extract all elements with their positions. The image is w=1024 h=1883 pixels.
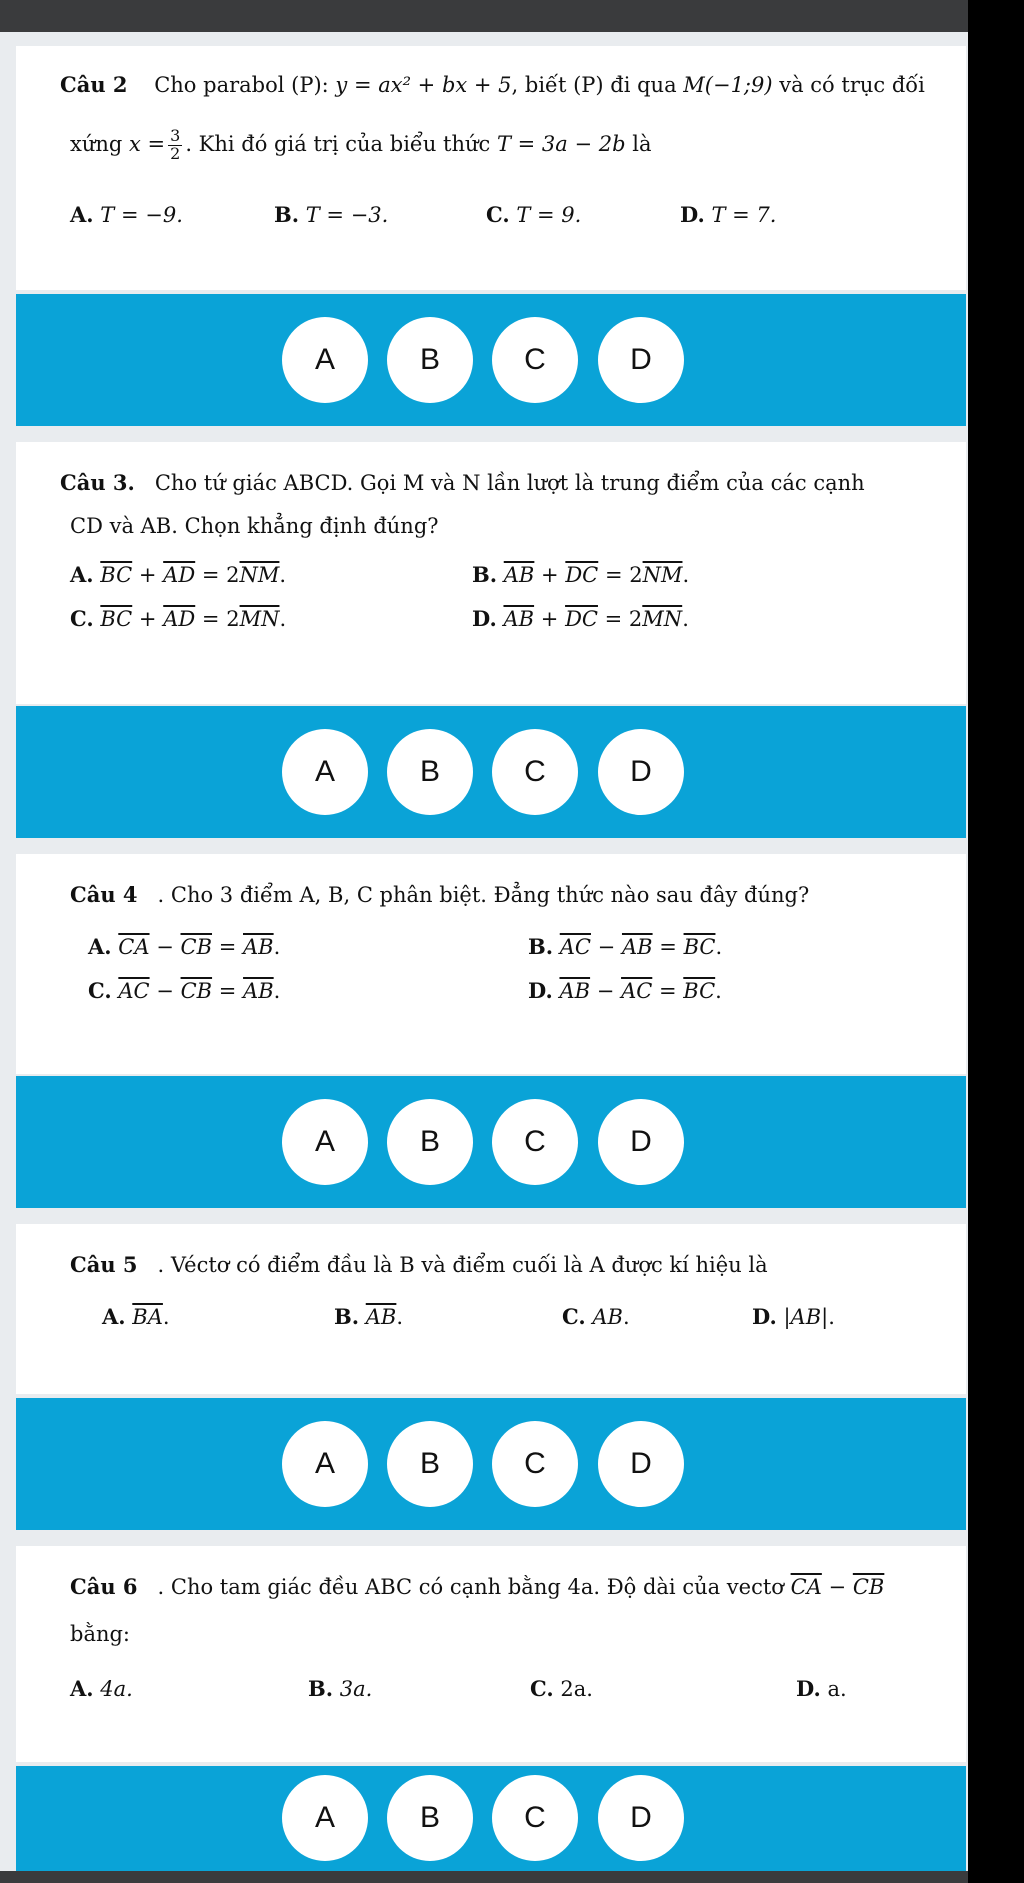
punct: . <box>273 935 281 959</box>
option-text: a. <box>827 1677 847 1701</box>
option-b <box>308 1676 372 1701</box>
vector: $\overline{AB}$ <box>243 979 274 1003</box>
vector: $\overline{NM}$ <box>642 563 683 587</box>
vector: $\overline{BA}$ <box>132 1305 163 1329</box>
answer-button-b[interactable]: B <box>387 1099 473 1185</box>
option-a <box>70 562 286 587</box>
punct: . <box>273 979 281 1003</box>
option-label: A. <box>70 562 94 587</box>
option-b <box>274 202 388 227</box>
fraction <box>168 128 182 163</box>
question-3-line-1 <box>60 470 865 495</box>
question-2-line-1 <box>60 72 925 97</box>
answer-band-6 <box>16 1766 966 1871</box>
vector: $\overline{CB}$ <box>180 979 213 1003</box>
option-label: B. <box>472 562 498 587</box>
question-card-5 <box>16 1224 966 1394</box>
option-b <box>472 562 689 587</box>
option-text: T = −9. <box>100 203 183 227</box>
punct: . <box>622 1305 630 1329</box>
answer-band-5 <box>16 1398 966 1530</box>
question-card-4 <box>16 854 966 1074</box>
segment: AB <box>592 1305 623 1329</box>
option-d <box>680 202 776 227</box>
operator: + <box>540 607 559 631</box>
punct: . <box>279 563 287 587</box>
vector: $\overline{CA}$ <box>790 1575 822 1599</box>
answer-button-d[interactable]: D <box>598 1099 684 1185</box>
vector: $\overline{AB}$ <box>559 979 591 1003</box>
question-text: . Véctơ có điểm đầu là B và điểm cuối là A được kí hiệu là <box>150 1253 768 1277</box>
question-6-line-1 <box>70 1574 884 1599</box>
bottom-bar <box>0 1871 968 1883</box>
operator: − <box>596 979 615 1003</box>
answer-button-d[interactable]: D <box>598 1775 684 1861</box>
option-label: D. <box>472 606 497 631</box>
equals: = 2 <box>201 563 240 587</box>
question-text: và có trục đối <box>772 73 925 97</box>
vector: $\overline{AC}$ <box>621 979 653 1003</box>
option-label: B. <box>528 934 554 959</box>
option-label: C. <box>70 606 94 631</box>
vector: $\overline{MN}$ <box>642 607 683 631</box>
option-text: 4a. <box>100 1677 133 1701</box>
operator: + <box>138 607 157 631</box>
option-label: B. <box>274 202 300 227</box>
vector: $\overline{BC}$ <box>683 979 716 1003</box>
vector: $\overline{AB}$ <box>243 935 274 959</box>
option-label: C. <box>530 1676 554 1701</box>
vector: $\overline{AC}$ <box>118 979 150 1003</box>
answer-button-c[interactable]: C <box>492 1099 578 1185</box>
question-5-line-1 <box>70 1252 768 1277</box>
answer-button-c[interactable]: C <box>492 729 578 815</box>
question-text: bằng: <box>70 1622 131 1646</box>
equals: = 2 <box>604 563 643 587</box>
expression: T = 3a − 2b <box>496 131 626 156</box>
question-card-6 <box>16 1546 966 1762</box>
vector: $\overline{CA}$ <box>118 935 150 959</box>
answer-button-d[interactable]: D <box>598 317 684 403</box>
question-card-3 <box>16 442 966 704</box>
option-label: A. <box>70 202 94 227</box>
vector: $\overline{DC}$ <box>565 607 598 631</box>
question-title: Câu 3. <box>60 470 135 495</box>
punct: . <box>279 607 287 631</box>
option-label: B. <box>334 1304 360 1329</box>
equals: = 2 <box>201 607 240 631</box>
option-d <box>472 606 689 631</box>
question-title: Câu 5 <box>70 1252 138 1277</box>
equals: = <box>658 979 677 1003</box>
vector: $\overline{AB}$ <box>365 1305 397 1329</box>
vector: $\overline{BC}$ <box>100 563 133 587</box>
option-a <box>70 1676 133 1701</box>
option-b <box>528 934 722 959</box>
question-6-line-2 <box>70 1622 130 1646</box>
answer-button-c[interactable]: C <box>492 1421 578 1507</box>
option-label: D. <box>528 978 553 1003</box>
option-d <box>528 978 722 1003</box>
vector-magnitude: |AB| <box>783 1305 829 1329</box>
option-b <box>334 1304 403 1329</box>
question-text: , biết (P) đi qua <box>511 73 684 97</box>
fraction-numerator: 3 <box>170 126 181 145</box>
question-text: . Khi đó giá trị của biểu thức <box>185 131 497 156</box>
equation: x = <box>129 131 166 156</box>
vector: $\overline{NM}$ <box>239 563 280 587</box>
question-title: Câu 4 <box>70 882 138 907</box>
vector: $\overline{CB}$ <box>852 1575 885 1599</box>
equals: = <box>218 979 237 1003</box>
vector: $\overline{AD}$ <box>163 563 196 587</box>
option-label: C. <box>88 978 112 1003</box>
option-a <box>70 202 183 227</box>
option-text: T = −3. <box>305 203 389 227</box>
vector: $\overline{AB}$ <box>503 563 535 587</box>
punct: . <box>682 607 689 631</box>
option-c <box>486 202 581 227</box>
equals: = <box>659 935 677 959</box>
option-c <box>70 606 286 631</box>
answer-button-a[interactable]: A <box>282 729 368 815</box>
option-a <box>102 1304 170 1329</box>
answer-button-b[interactable]: B <box>387 729 473 815</box>
vector: $\overline{AB}$ <box>503 607 535 631</box>
answer-button-d[interactable]: D <box>598 729 684 815</box>
question-text: CD và AB. Chọn khẳng định đúng? <box>70 514 439 538</box>
question-card-2 <box>16 46 966 290</box>
vector: $\overline{AD}$ <box>163 607 196 631</box>
question-title: Câu 2 <box>60 72 128 97</box>
answer-button-a[interactable]: A <box>282 1775 368 1861</box>
question-title: Câu 6 <box>70 1574 138 1599</box>
question-text: Cho tứ giác ABCD. Gọi M và N lần lượt là trung điểm của các cạnh <box>154 471 865 495</box>
option-a <box>88 934 280 959</box>
operator: − <box>828 1575 847 1599</box>
option-label: C. <box>486 202 510 227</box>
punct: . <box>162 1305 170 1329</box>
vector: $\overline{AC}$ <box>559 935 591 959</box>
punct: . <box>828 1305 835 1329</box>
option-d <box>752 1304 835 1329</box>
operator: − <box>156 935 174 959</box>
equals: = 2 <box>604 607 643 631</box>
option-label: D. <box>752 1304 777 1329</box>
vector: $\overline{MN}$ <box>239 607 280 631</box>
punct: . <box>715 979 722 1003</box>
question-2-line-2 <box>70 128 651 163</box>
question-text: xứng <box>70 131 130 156</box>
option-text: T = 7. <box>711 203 777 227</box>
answer-band-3 <box>16 706 966 838</box>
answer-button-d[interactable]: D <box>598 1421 684 1507</box>
option-label: A. <box>102 1304 126 1329</box>
option-text: 3a. <box>339 1677 373 1701</box>
punct: . <box>682 563 690 587</box>
question-text: là <box>625 131 652 156</box>
question-text: . Cho 3 điểm A, B, C phân biệt. Đẳng thức nào sau đây đúng? <box>150 883 810 907</box>
vector: $\overline{DC}$ <box>565 563 599 587</box>
answer-button-c[interactable]: C <box>492 317 578 403</box>
answer-band-4 <box>16 1076 966 1208</box>
answer-button-c[interactable]: C <box>492 1775 578 1861</box>
equation: y = ax² + bx + 5 <box>335 73 512 97</box>
option-text: 2a. <box>560 1677 593 1701</box>
answer-button-b[interactable]: B <box>387 1775 473 1861</box>
operator: + <box>541 563 559 587</box>
top-status-bar <box>0 0 968 32</box>
fraction-denominator: 2 <box>170 143 181 163</box>
vector: $\overline{BC}$ <box>100 607 133 631</box>
vector: $\overline{AB}$ <box>621 935 653 959</box>
point: M(−1;9) <box>683 73 773 97</box>
answer-button-a[interactable]: A <box>282 1421 368 1507</box>
option-c <box>562 1304 630 1329</box>
option-label: A. <box>70 1676 94 1701</box>
option-c <box>88 978 280 1003</box>
option-label: D. <box>796 1676 821 1701</box>
vector: $\overline{BC}$ <box>683 935 716 959</box>
operator: + <box>138 563 157 587</box>
answer-band-2 <box>16 294 966 426</box>
question-text: . Cho tam giác đều ABC có cạnh bằng 4a. Độ dài của vectơ <box>150 1575 791 1599</box>
right-edge-strip <box>968 0 1024 1883</box>
punct: . <box>715 935 723 959</box>
question-3-line-2 <box>70 514 439 538</box>
answer-button-a[interactable]: A <box>282 1099 368 1185</box>
question-text: Cho parabol (P): <box>154 73 336 97</box>
operator: − <box>597 935 616 959</box>
answer-button-b[interactable]: B <box>387 317 473 403</box>
option-text: T = 9. <box>516 203 582 227</box>
punct: . <box>396 1305 404 1329</box>
option-label: D. <box>680 202 705 227</box>
operator: − <box>156 979 174 1003</box>
option-d <box>796 1676 847 1701</box>
equals: = <box>218 935 237 959</box>
option-label: C. <box>562 1304 586 1329</box>
vector: $\overline{CB}$ <box>180 935 213 959</box>
option-c <box>530 1676 593 1701</box>
question-4-line-1 <box>70 882 809 907</box>
answer-button-b[interactable]: B <box>387 1421 473 1507</box>
option-label: A. <box>88 934 112 959</box>
answer-button-a[interactable]: A <box>282 317 368 403</box>
option-label: B. <box>308 1676 334 1701</box>
